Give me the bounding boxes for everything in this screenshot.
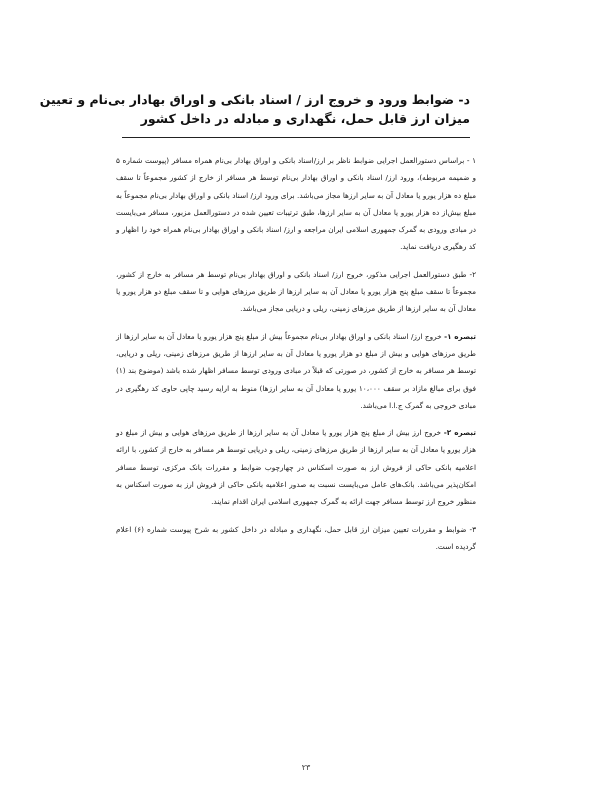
note-1-label: تبصره ۱- <box>444 331 476 341</box>
note-2-label: تبصره ۲- <box>443 428 477 438</box>
paragraph-2 <box>116 266 476 318</box>
paragraph-1 <box>116 152 476 256</box>
paragraph-3-text: ۳- ضوابط و مقررات تعیین میزان ارز قابل حمل، نگهداری و مبادله در داخل کشور به شرح پیوست شماره (۶) اعلام گردیده است. <box>116 524 477 551</box>
title-line-2: میزان ارز قابل حمل، نگهداری و مبادله در داخل کشور <box>140 111 470 126</box>
paragraph-2-text: ۲- طبق دستورالعمل اجرایی مذکور، خروج ارز/ اسناد بانکی و اوراق بهادار بی‌نام توسط هر مسافر به خارج از کشور، مجموعاً تا سقف مبلغ پنج هزار یورو یا معادل آن به سایر ارزها از طریق مرزهای هوایی و تا سقف مبلغ دو هزار یورو یا معادل آن به سایر ارزها از طریق مرزهای زمینی، ریلی و دریایی مجاز می‌باشد. <box>116 269 476 314</box>
paragraph-1-text: ۱ - براساس دستورالعمل اجرایی ضوابط ناظر بر ارز/اسناد بانکی و اوراق بهادار بی‌نام همراه مسافر (پیوست شماره ۵ و ضمیمه مربوطه)، ورود ارز/ اسناد بانکی و اوراق بهادار بی‌نام توسط هر مسافر از خارج از کشور مجموعاً تا سقف مبلغ ده هزار یورو یا معادل آن به سایر ارزها مجاز می‌باشد. برای ورود ارز/ اسناد بانکی و اوراق بهادار بی‌نام مجموعاً به مبلغ بیش‌از ده هزار یورو یا معادل آن به سایر ارزها، طبق ترتیبات تعیین شده در دستورالعمل مزبور، مسافر می‌بایست در مبادی ورودی به گمرک جمهوری اسلامی ایران مراجعه و ارز/ اسناد بانکی و اوراق بهادار بی‌نام همراه خود را اظهار و کد رهگیری دریافت نماید. <box>116 156 476 252</box>
note-1 <box>116 328 476 414</box>
title-underline <box>122 137 470 138</box>
paragraph-3 <box>116 521 476 556</box>
section-title <box>39 90 470 128</box>
page-number: ۲۳ <box>301 763 311 772</box>
note-1-text: خروج ارز/ اسناد بانکی و اوراق بهادار بی‌نام مجموعاً بیش از مبلغ پنج هزار یورو یا معادل آن به سایر ارزها از طریق مرزهای هوایی و بیش از مبلغ دو هزار یورو یا معادل آن به سایر ارزها از طریق مرزهای زمینی، ریلی و دریایی، توسط هر مسافر به خارج از کشور، در صورتی که قبلاً در مبادی ورودی توسط مسافر اظهار شده باشد (موضوع بند (۱) فوق برای مبالغ مازاد بر سقف ۱۰،۰۰۰ یورو یا معادل آن به سایر ارزها) منوط به ارایه رسید چاپی حاوی کد رهگیری در مبادی خروجی به گمرک ج.ا.ا می‌باشد. <box>116 331 477 410</box>
title-line-1: د- ضوابط ورود و خروج ارز / اسناد بانکی و اوراق بهادار بی‌نام و تعیین <box>39 92 470 107</box>
note-2-text: خروج ارز بیش از مبلغ پنج هزار یورو یا معادل آن به سایر ارزها از طریق مرزهای هوایی و بیش از مبلغ دو هزار یورو یا معادل آن به سایر ارزها از طریق مرزهای زمینی، ریلی و دریایی توسط هر مسافر به خارج از کشور، با ارائه اعلامیه بانکی حاکی از فروش ارز به صورت اسکناس در چهارچوب ضوابط و مقررات بانک مرکزی، توسط مسافر امکان‌پذیر می‌باشد. بانک‌های عامل می‌بایست نسبت به صدور اعلامیه بانکی حاکی از فروش ارز به صورت اسکناس به منظور خروج ارز توسط مسافر جهت ارائه به گمرک جمهوری اسلامی ایران اقدام نمایند. <box>116 428 476 507</box>
note-2 <box>116 424 476 510</box>
body-text <box>116 152 476 565</box>
